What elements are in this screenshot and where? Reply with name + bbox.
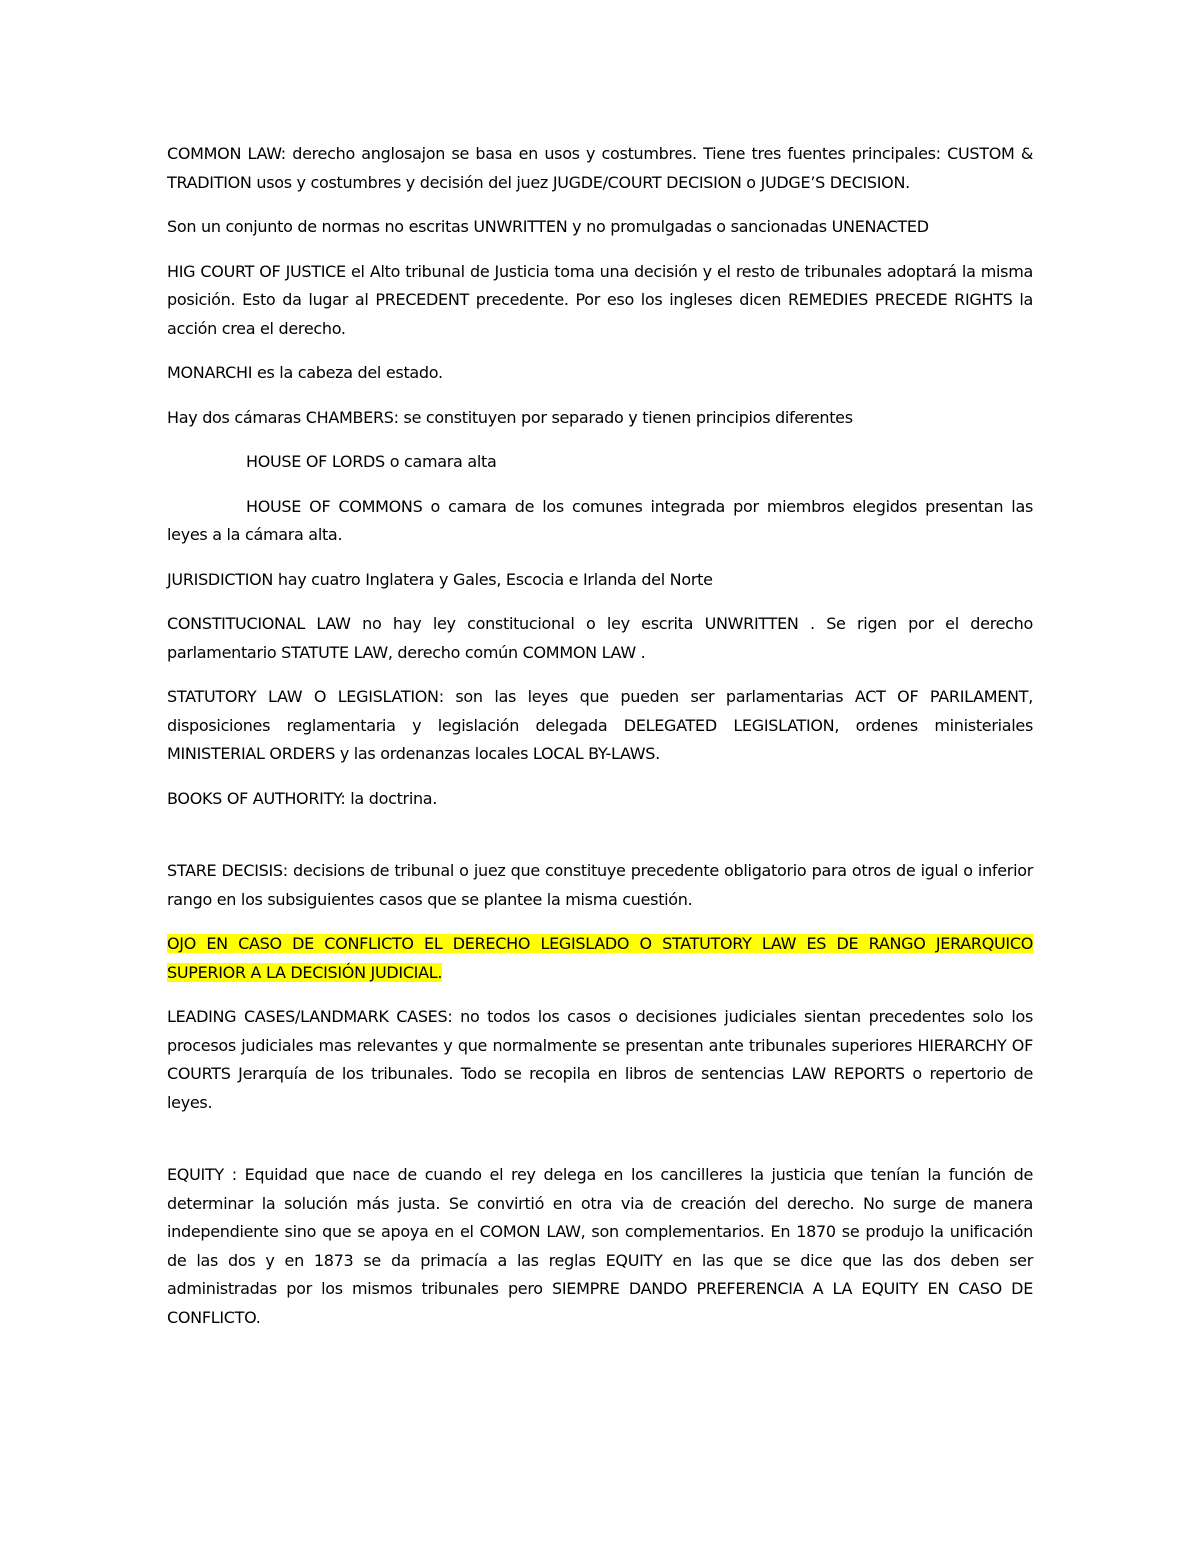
paragraph-equity: EQUITY : Equidad que nace de cuando el rey delega en los cancilleres la justicia que tenían la función de determinar la solución más justa. Se convirtió en otra via de creación del derecho. No surge de manera independiente sino que se apoya en el COMON LAW, son complementarios. En 1870 se produjo la unificación de las dos y en 1873 se da primacía a las reglas EQUITY en las que se dice que las dos deben ser administradas por los mismos tribunales pero SIEMPRE DANDO PREFERENCIA A LA EQUITY EN CASO DE CONFLICTO.: [167, 1165, 1033, 1327]
paragraph-highlighted-note: [167, 930, 1033, 987]
paragraph-books-of-authority: BOOKS OF AUTHORITY: la doctrina.: [167, 788, 438, 808]
paragraph-stare-decisis: STARE DECISIS: decisions de tribunal o juez que constituye precedente obligatorio para otros de igual o inferior rango en los subsiguientes casos que se plantee la misma cuestión.: [167, 861, 1033, 909]
paragraph-statutory-law: STATUTORY LAW O LEGISLATION: son las leyes que pueden ser parlamentarias ACT OF PARILAMENT, disposiciones reglamentaria y legislación delegada DELEGATED LEGISLATION, ordenes ministeriales MINISTERIAL ORDERS y las ordenanzas locales LOCAL BY-LAWS.: [167, 687, 1033, 763]
paragraph-common-law: COMMON LAW: derecho anglosajon se basa en usos y costumbres. Tiene tres fuentes principales: CUSTOM & TRADITION usos y costumbres y decisión del juez JUGDE/COURT DECISION o JUDGE’S DECISION.: [167, 144, 1033, 192]
paragraph-unwritten: Son un conjunto de normas no escritas UNWRITTEN y no promulgadas o sancionadas UNENACTED: [167, 217, 929, 236]
paragraph-constitutional-law: CONSTITUCIONAL LAW no hay ley constitucional o ley escrita UNWRITTEN . Se rigen por el derecho parlamentario STATUTE LAW, derecho común COMMON LAW .: [167, 614, 1033, 662]
document-page: [167, 140, 1033, 1348]
paragraph-monarchi: MONARCHI es la cabeza del estado.: [167, 363, 443, 382]
paragraph-chambers: Hay dos cámaras CHAMBERS: se constituyen por separado y tienen principios diferentes: [167, 407, 853, 427]
paragraph-house-of-lords: HOUSE OF LORDS o camara alta: [246, 452, 497, 471]
paragraph-leading-cases: LEADING CASES/LANDMARK CASES: no todos los casos o decisiones judiciales sientan precedentes solo los procesos judiciales mas relevantes y que normalmente se presentan ante tribunales superiores HIERARCHY OF COURTS Jerarquía de los tribunales. Todo se recopila en libros de sentencias LAW REPORTS o repertorio de leyes.: [167, 1007, 1033, 1112]
paragraph-high-court: HIG COURT OF JUSTICE el Alto tribunal de Justicia toma una decisión y el resto de tribunales adoptará la misma posición. Esto da lugar al PRECEDENT precedente. Por eso los ingleses dicen REMEDIES PRECEDE RIGHTS la acción crea el derecho.: [167, 261, 1033, 338]
paragraph-jurisdiction: JURISDICTION hay cuatro Inglatera y Gales, Escocia e Irlanda del Norte: [167, 569, 713, 589]
highlighted-text: OJO EN CASO DE CONFLICTO EL DERECHO LEGISLADO O STATUTORY LAW ES DE RANGO JERARQUICO SUPERIOR A LA DECISIÓN JUDICIAL.: [167, 934, 1033, 982]
paragraph-house-of-commons: HOUSE OF COMMONS o camara de los comunes integrada por miembros elegidos presentan las leyes a la cámara alta.: [167, 496, 1033, 544]
